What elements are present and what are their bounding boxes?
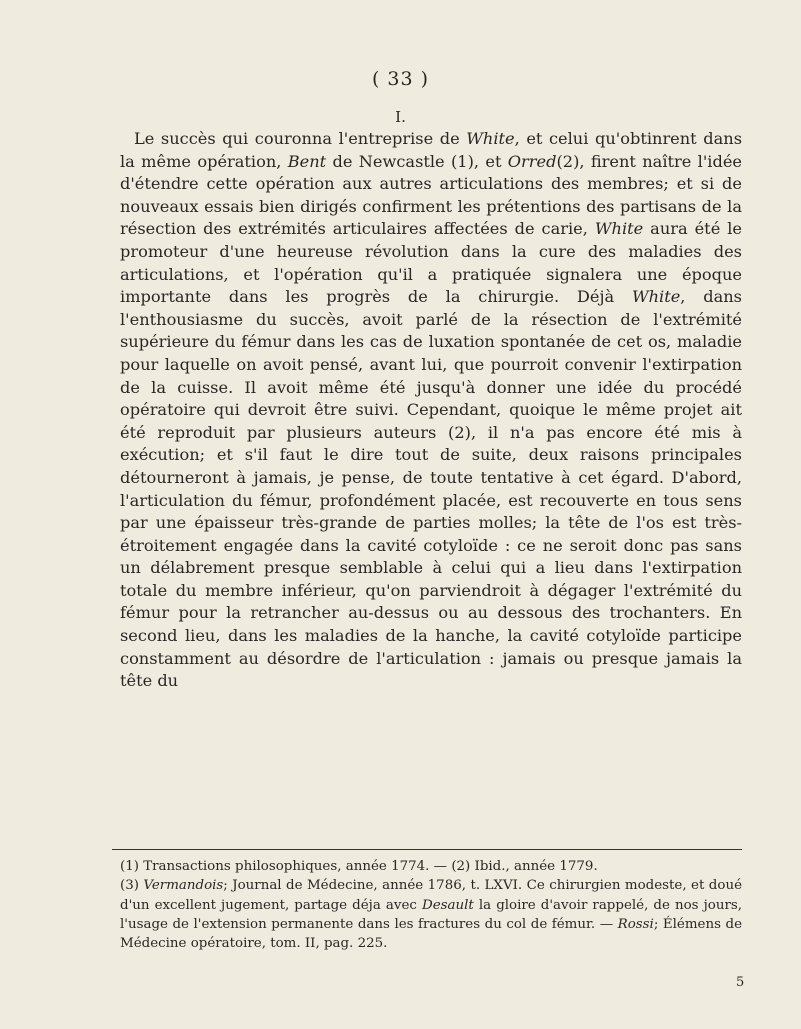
- text-run: aura été le promoteur d'une heureuse révolution dans la cure des maladies des articulations, et l'opération qu'il a pratiquée signalera une époque importante dans les progrès de la chirurgie. Déjà: [120, 219, 742, 307]
- text-run: ; Élémens de Médecine opératoire, tom. II, pag. 225.: [120, 916, 742, 952]
- name-rossi: Rossi: [617, 916, 654, 932]
- page-number: ( 33 ): [371, 68, 430, 90]
- footnotes: [120, 857, 742, 953]
- name-white: White: [466, 129, 515, 148]
- footnote-rule: [112, 849, 742, 850]
- text-run: Le succès qui couronna l'entreprise de: [134, 129, 467, 148]
- body-text: [120, 128, 742, 693]
- name-desault: Desault: [421, 897, 474, 913]
- section-mark: I.: [395, 108, 406, 126]
- name-white: White: [631, 287, 681, 307]
- footnote-3: [120, 876, 742, 953]
- text-run: ; Journal de Médecine, année 1786, t. LXVI. Ce chirurgien modeste, et doué d'un excellent jugement, partage déja avec: [120, 878, 742, 913]
- text-run: (3): [120, 878, 144, 894]
- signature-mark: 5: [736, 975, 745, 990]
- body-paragraph: [120, 128, 742, 693]
- footnote-1: (1) Transactions philosophiques, année 1774. — (2) Ibid., année 1779.: [120, 859, 598, 874]
- text-run: , et celui qu'obtinrent dans la même opération,: [120, 129, 743, 171]
- text-run: de Newcastle (1), et: [326, 151, 508, 171]
- text-run: , dans l'enthousiasme du succès, avoit parlé de la résection de l'extrémité supérieure du fémur dans les cas de luxation spontanée de cet os, maladie pour laquelle on avoit pensé, avant lui, que pourroit convenir l'extirpation de la cuisse. Il avoit même été jusqu'à donner une idée du procédé opératoire qui devroit être suivi. Cependant, quoique le même projet ait été reproduit par plusieurs auteurs (2), il n'a pas encore été mis à exécution; et s'il faut le dire tout de suite, deux raisons principales détourneront à jamais, je pense, de toute tentative à cet égard. D'abord, l'articulation du fémur, profondément placée, est recouverte en tous sens par une épaisseur très-grande de parties molles; la tête de l'os est très-étroitement engagée dans la cavité cotyloïde : ce ne seroit donc pas sans un délabrement presque semblable à celui qui a lieu dans l'extirpation totale du membre inférieur, qu'on parviendroit à dégager l'extrémité du fémur pour la retrancher au-dessus ou au dessous des trochanters. En second lieu, dans les maladies de la hanche, la cavité cotyloïde participe constamment au désordre de l'articulation : jamais ou presque jamais la tête du: [120, 287, 742, 691]
- name-bent: Bent: [287, 151, 327, 171]
- name-orred: Orred: [507, 151, 557, 171]
- text-run: (2), firent naître l'idée d'étendre cette opération aux autres articulations des membres; et si de nouveaux essais bien dirigés confirment les prétentions des partisans de la résection des extrémités articulaires affectées de carie,: [120, 151, 742, 239]
- name-vermandois: Vermandois: [143, 878, 224, 894]
- name-white: White: [594, 219, 644, 239]
- text-run: la gloire d'avoir rappelé, de nos jours, l'usage de l'extension permanente dans les fractures du col de fémur. —: [120, 897, 742, 932]
